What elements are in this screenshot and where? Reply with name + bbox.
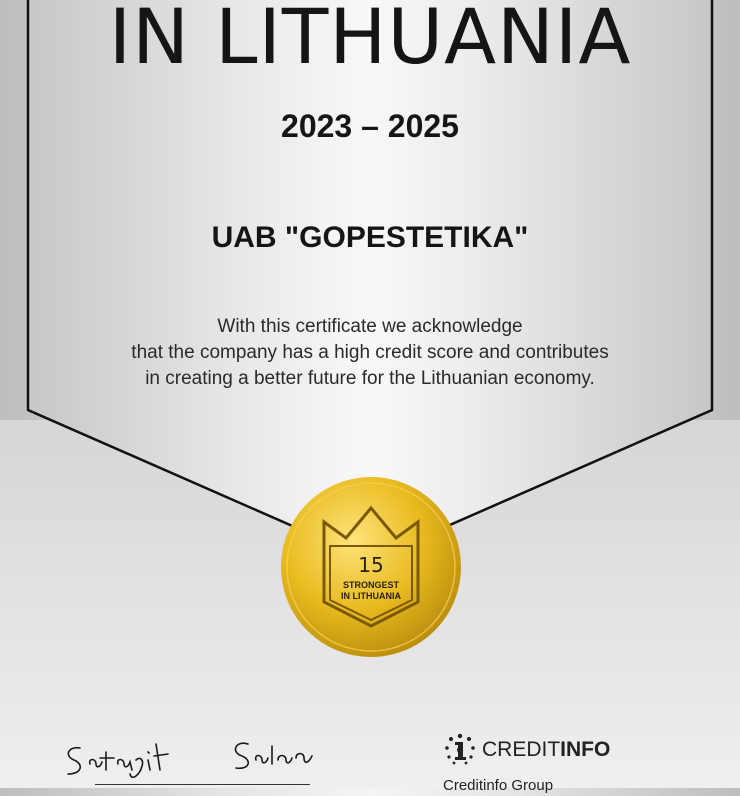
signature-line bbox=[95, 784, 310, 785]
certificate-heading: IN LITHUANIA bbox=[108, 0, 632, 81]
company-name: UAB "GOPESTETIKA" bbox=[211, 221, 529, 254]
creditinfo-wordmark bbox=[482, 738, 610, 762]
brand-light: CREDIT bbox=[482, 738, 561, 761]
acknowledgement-text bbox=[0, 314, 740, 392]
handwritten-signature bbox=[60, 730, 340, 790]
acknowledgement-line-3: in creating a better future for the Lithuanian economy. bbox=[145, 368, 595, 389]
certificate-years: 2023 – 2025 bbox=[281, 108, 459, 144]
acknowledgement-line-2: that the company has a high credit score and contributes bbox=[131, 342, 609, 363]
medal-label-line-1: STRONGEST bbox=[342, 580, 399, 590]
brand-bold: INFO bbox=[560, 738, 611, 761]
acknowledgement-line-1: With this certificate we acknowledge bbox=[217, 316, 523, 337]
medal-number: 15 bbox=[358, 553, 384, 577]
group-name: Creditinfo Group bbox=[443, 777, 554, 794]
creditinfo-logo bbox=[440, 730, 640, 770]
creditinfo-mark-icon bbox=[440, 730, 480, 770]
gold-medal bbox=[280, 476, 462, 658]
medal-label-line-2: IN LITHUANIA bbox=[341, 591, 401, 601]
